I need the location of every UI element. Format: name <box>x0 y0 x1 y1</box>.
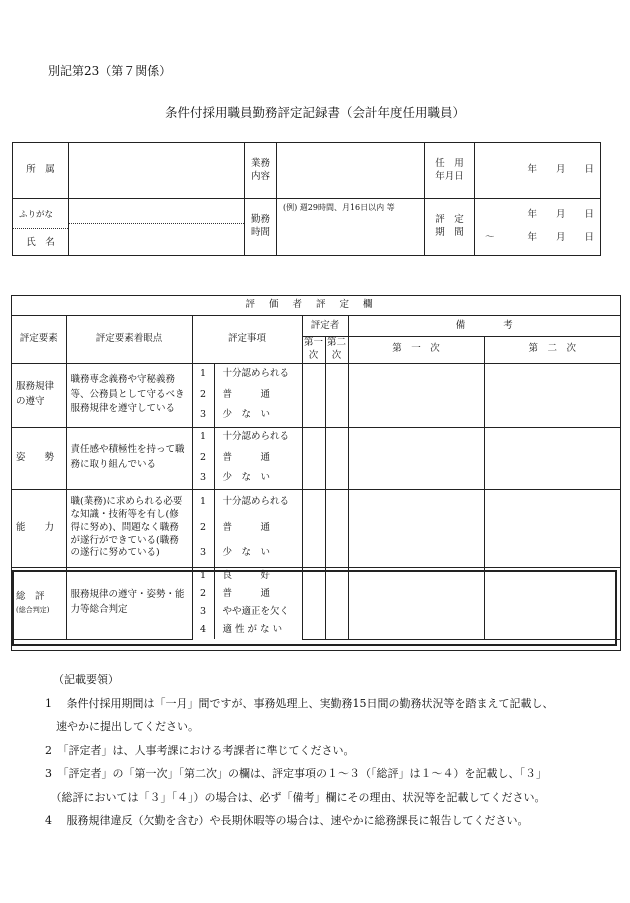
level-label: 適 性 が な い <box>214 621 302 639</box>
level-number: 3 <box>192 541 214 567</box>
col-remarks: 備 考 <box>348 316 620 337</box>
element-cell: 姿 勢 <box>12 427 66 489</box>
table-row <box>12 363 620 385</box>
level-number: 2 <box>192 385 214 405</box>
remarks-first-input[interactable] <box>348 427 484 489</box>
appointment-label-line2: 年月日 <box>435 170 464 182</box>
evaluation-heading: 評価者評定欄 <box>12 296 620 316</box>
period-to: 年 月 日 <box>527 232 594 243</box>
note-item: 4 服務規律違反（欠勤を含む）や長期休暇等の場合は、速やかに総務課長に報告してください。 <box>45 814 529 827</box>
level-number: 4 <box>192 621 214 639</box>
evaluation-table <box>12 296 620 640</box>
level-label: 普 通 <box>214 585 302 603</box>
affiliation-field[interactable] <box>69 143 245 199</box>
table-row <box>12 567 620 585</box>
level-label: 十分認められる <box>214 489 302 515</box>
level-label: 少 な い <box>214 405 302 427</box>
name-label: 氏 名 <box>26 237 55 249</box>
evaluator-second-input[interactable] <box>325 427 348 489</box>
appointment-date[interactable]: 年 月 日 <box>475 143 601 199</box>
remarks-second-input[interactable] <box>484 427 620 489</box>
name-field[interactable] <box>69 199 245 256</box>
document-title: 条件付採用職員勤務評定記録書（会計年度任用職員） <box>164 105 465 120</box>
notes-heading: （記載要領） <box>53 673 119 686</box>
level-label: 普 通 <box>214 515 302 541</box>
duty-label-line2: 内容 <box>250 170 270 182</box>
affiliation-label: 所 属 <box>13 143 69 199</box>
level-label: 少 な い <box>214 469 302 489</box>
work-hours-example: (例) 週29時間、月16日以内 等 <box>283 203 395 212</box>
duty-label-line1: 業務 <box>250 157 270 169</box>
remarks-second-input[interactable] <box>484 567 620 639</box>
level-number: 2 <box>192 515 214 541</box>
col-remarks-first: 第 一 次 <box>348 337 484 364</box>
furigana-field[interactable] <box>69 199 244 224</box>
level-label: 少 な い <box>214 541 302 567</box>
work-hours-label <box>245 199 277 256</box>
appointment-label <box>425 143 475 199</box>
remarks-second-input[interactable] <box>484 489 620 567</box>
level-number: 1 <box>192 363 214 385</box>
remarks-second-input[interactable] <box>484 363 620 427</box>
level-label: 普 通 <box>214 447 302 469</box>
col-remarks-second: 第 二 次 <box>484 337 620 364</box>
duty-field[interactable] <box>277 143 425 199</box>
remarks-first-input[interactable] <box>348 567 484 639</box>
level-label: 十分認められる <box>214 363 302 385</box>
element-cell: 能 力 <box>12 489 66 567</box>
col-evaluator-second: 第二次 <box>325 337 348 364</box>
note-item: （総評においては「３」「４」）の場合は、必ず「備考」欄にその理由、状況等を記載してください。 <box>45 790 546 804</box>
remarks-first-input[interactable] <box>348 489 484 567</box>
total-label: 総 評 <box>16 591 45 603</box>
points-cell: 職(業務)に求められる必要な知識・技術等を有し(修得に努め)、問題なく職務が遂行ができている(職務の遂行に努めている) <box>66 489 192 567</box>
points-cell: 職務専念義務や守秘義務等、公務員として守るべき服務規律を遵守している <box>66 363 192 427</box>
level-label: 普 通 <box>214 385 302 405</box>
element-cell: 服務規律の遵守 <box>12 363 66 427</box>
evaluator-second-input[interactable] <box>325 489 348 567</box>
evaluator-second-input[interactable] <box>325 363 348 427</box>
note-item: 1 条件付採用期間は「一月」間ですが、事務処理上、実勤務15日間の勤務状況等を踏まえて記載し、 <box>45 696 554 710</box>
level-label: やや適正を欠く <box>214 603 302 621</box>
col-points: 評定要素着眼点 <box>66 316 192 364</box>
level-number: 2 <box>192 585 214 603</box>
period-label-line2: 期 間 <box>435 227 464 238</box>
remarks-first-input[interactable] <box>348 363 484 427</box>
period-from: 年 月 日 <box>527 209 594 221</box>
level-number: 1 <box>192 567 214 585</box>
evaluator-first-input[interactable] <box>302 489 325 567</box>
evaluator-first-input[interactable] <box>302 427 325 489</box>
appointment-label-line1: 任 用 <box>435 157 464 169</box>
level-label: 良 好 <box>214 567 302 585</box>
evaluator-first-input[interactable] <box>302 363 325 427</box>
col-items: 評定事項 <box>192 316 302 364</box>
level-number: 3 <box>192 405 214 427</box>
work-label-line1: 勤務 <box>250 214 270 226</box>
level-label: 十分認められる <box>214 427 302 447</box>
evaluation-section <box>11 295 621 651</box>
evaluator-first-input[interactable] <box>302 567 325 639</box>
work-hours-field[interactable] <box>277 199 425 256</box>
level-number: 1 <box>192 489 214 515</box>
period-field[interactable] <box>475 199 601 256</box>
total-sub-label: (総合判定) <box>16 606 50 615</box>
notes-section <box>45 668 615 833</box>
col-evaluator-first: 第一次 <box>302 337 325 364</box>
period-tilde: ～ <box>485 232 495 243</box>
table-row <box>12 427 620 447</box>
info-table <box>12 142 601 256</box>
period-label <box>425 199 475 256</box>
col-element: 評定要素 <box>12 316 66 364</box>
name-label-cell <box>13 199 69 256</box>
points-cell: 服務規律の遵守・姿勢・能力等総合判定 <box>66 567 192 639</box>
period-label-line1: 評 定 <box>435 214 464 226</box>
note-item: 3 「評定者」の「第一次」「第二次」の欄は、評定事項の１～３（「総評」は１～４）を記載し、「３」 <box>45 767 547 780</box>
duty-label <box>245 143 277 199</box>
work-label-line2: 時間 <box>250 227 270 238</box>
table-row <box>12 489 620 515</box>
points-cell: 責任感や積極性を持って職務に取り組んでいる <box>66 427 192 489</box>
note-item: 2 「評定者」は、人事考課における考課者に準じてください。 <box>45 743 355 757</box>
level-number: 2 <box>192 447 214 469</box>
col-evaluator: 評定者 <box>302 316 348 337</box>
document-reference: 別記第23（第７関係） <box>48 64 172 78</box>
name-input[interactable] <box>69 224 244 255</box>
level-number: 3 <box>192 603 214 621</box>
level-number: 3 <box>192 469 214 489</box>
furigana-label: ふりがな <box>13 204 68 229</box>
element-cell-total <box>12 567 66 639</box>
note-item: 速やかに提出してください。 <box>45 720 199 733</box>
evaluator-second-input[interactable] <box>325 567 348 639</box>
level-number: 1 <box>192 427 214 447</box>
